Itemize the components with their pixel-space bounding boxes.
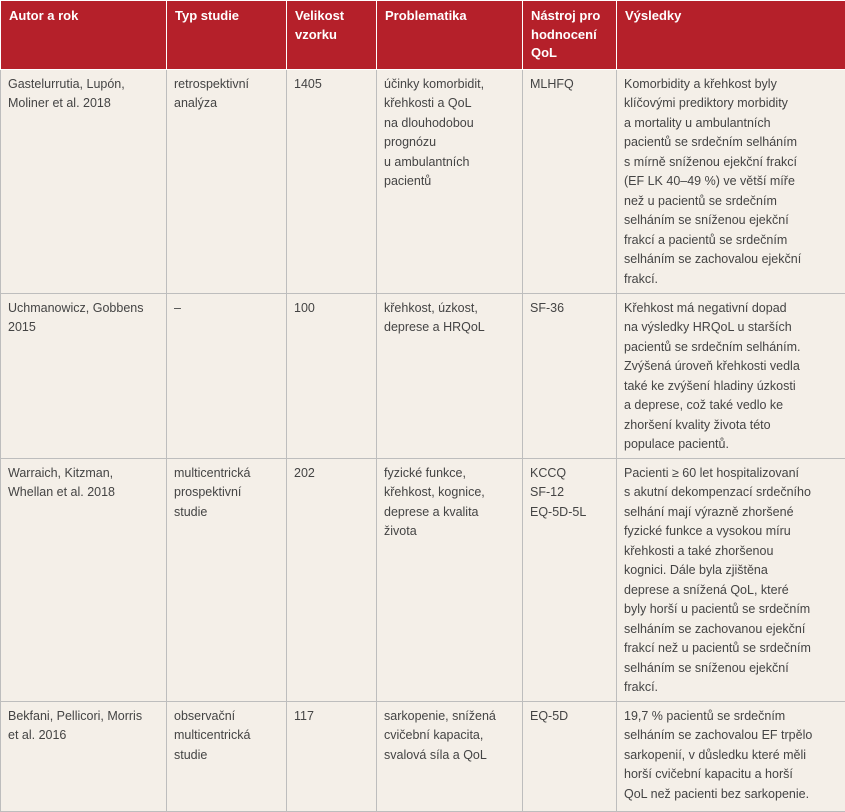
cell-text-line: Nástroj pro — [531, 7, 610, 26]
cell-topic — [377, 293, 523, 458]
cell-text-line: selháním se zachovanou ejekční — [624, 620, 839, 640]
cell-text-line: pacientů — [384, 172, 516, 192]
cell-text-line: multicentrická — [174, 464, 280, 484]
cell-text-line: 1405 — [294, 75, 370, 95]
cell-sample-size — [287, 458, 377, 701]
cell-text-line: MLHFQ — [530, 75, 610, 95]
table-row — [1, 69, 845, 293]
cell-topic — [377, 69, 523, 293]
cell-text-line: studie — [174, 746, 280, 766]
cell-text-line: sarkopenií, v důsledku které měli — [624, 746, 839, 766]
cell-text-line: frakcí. — [624, 270, 839, 290]
cell-text-line: multicentrická — [174, 726, 280, 746]
cell-author-year — [1, 701, 167, 811]
cell-results — [617, 69, 845, 293]
cell-text-line: křehkosti a také zhoršenou — [624, 542, 839, 562]
cell-author-year — [1, 293, 167, 458]
header-study-type — [167, 1, 287, 70]
cell-results — [617, 458, 845, 701]
cell-text-line: 202 — [294, 464, 370, 484]
cell-text-line: selhání mají výrazně zhoršené — [624, 503, 839, 523]
cell-results — [617, 701, 845, 811]
cell-text-line: Velikost — [295, 7, 370, 26]
cell-text-line: hodnocení — [531, 26, 610, 45]
table-header-row — [1, 1, 845, 70]
cell-study-type — [167, 69, 287, 293]
cell-text-line: Autor a rok — [9, 7, 160, 26]
cell-text-line: Uchmanowicz, Gobbens — [8, 299, 160, 319]
cell-text-line: cvičební kapacita, — [384, 726, 516, 746]
cell-text-line: SF-36 — [530, 299, 610, 319]
cell-text-line: Bekfani, Pellicori, Morris — [8, 707, 160, 727]
cell-topic — [377, 701, 523, 811]
cell-text-line: 2015 — [8, 318, 160, 338]
cell-text-line: Komorbidity a křehkost byly — [624, 75, 839, 95]
cell-text-line: Warraich, Kitzman, — [8, 464, 160, 484]
cell-text-line: deprese a snížená QoL, které — [624, 581, 839, 601]
cell-text-line: SF-12 — [530, 483, 610, 503]
cell-text-line: kognici. Dále byla zjištěna — [624, 561, 839, 581]
cell-text-line: selháním se sníženou ejekční — [624, 659, 839, 679]
cell-text-line: selháním se zachovalou ejekční — [624, 250, 839, 270]
cell-text-line: Typ studie — [175, 7, 280, 26]
cell-text-line: u ambulantních — [384, 153, 516, 173]
cell-qol-instrument — [523, 458, 617, 701]
table-row — [1, 458, 845, 701]
cell-text-line: populace pacientů. — [624, 435, 839, 455]
cell-text-line: prognózu — [384, 133, 516, 153]
cell-topic — [377, 458, 523, 701]
cell-text-line: frakcí a pacientů se srdečním — [624, 231, 839, 251]
cell-qol-instrument — [523, 701, 617, 811]
cell-text-line: Problematika — [385, 7, 516, 26]
cell-text-line: frakcí. — [624, 678, 839, 698]
cell-sample-size — [287, 69, 377, 293]
cell-text-line: retrospektivní — [174, 75, 280, 95]
cell-text-line: vzorku — [295, 26, 370, 45]
cell-author-year — [1, 458, 167, 701]
cell-text-line: frakcí než u pacientů se srdečním — [624, 639, 839, 659]
cell-qol-instrument — [523, 293, 617, 458]
cell-text-line: (EF LK 40–49 %) ve větší míře — [624, 172, 839, 192]
cell-text-line: klíčovými prediktory morbidity — [624, 94, 839, 114]
cell-text-line: QoL — [531, 44, 610, 63]
cell-text-line: 19,7 % pacientů se srdečním — [624, 707, 839, 727]
cell-text-line: zhoršení kvality života této — [624, 416, 839, 436]
header-results — [617, 1, 845, 70]
cell-text-line: observační — [174, 707, 280, 727]
cell-text-line: pacientů se srdečním selháním. — [624, 338, 839, 358]
cell-text-line: EQ-5D — [530, 707, 610, 727]
header-topic — [377, 1, 523, 70]
cell-text-line: na výsledky HRQoL u starších — [624, 318, 839, 338]
cell-study-type — [167, 458, 287, 701]
cell-text-line: fyzické funkce, — [384, 464, 516, 484]
cell-text-line: s mírně sníženou ejekční frakcí — [624, 153, 839, 173]
cell-text-line: 117 — [294, 707, 370, 727]
header-qol-instrument — [523, 1, 617, 70]
cell-text-line: selháním se sníženou ejekční — [624, 211, 839, 231]
cell-text-line: svalová síla a QoL — [384, 746, 516, 766]
cell-text-line: horší cvičební kapacitu a horší — [624, 765, 839, 785]
cell-text-line: prospektivní — [174, 483, 280, 503]
cell-text-line: křehkost, kognice, — [384, 483, 516, 503]
cell-sample-size — [287, 293, 377, 458]
cell-author-year — [1, 69, 167, 293]
cell-text-line: Křehkost má negativní dopad — [624, 299, 839, 319]
cell-text-line: pacientů se srdečním selháním — [624, 133, 839, 153]
cell-text-line: a deprese, což také vedlo ke — [624, 396, 839, 416]
cell-text-line: Whellan et al. 2018 — [8, 483, 160, 503]
header-sample-size — [287, 1, 377, 70]
cell-text-line: 100 — [294, 299, 370, 319]
cell-text-line: deprese a kvalita — [384, 503, 516, 523]
cell-study-type — [167, 701, 287, 811]
table-body — [1, 69, 845, 811]
cell-study-type — [167, 293, 287, 458]
cell-text-line: studie — [174, 503, 280, 523]
cell-text-line: deprese a HRQoL — [384, 318, 516, 338]
table-row — [1, 701, 845, 811]
cell-text-line: života — [384, 522, 516, 542]
cell-text-line: et al. 2016 — [8, 726, 160, 746]
cell-qol-instrument — [523, 69, 617, 293]
cell-text-line: selháním se zachovalou EF trpělo — [624, 726, 839, 746]
cell-text-line: KCCQ — [530, 464, 610, 484]
cell-text-line: byly horší u pacientů se srdečním — [624, 600, 839, 620]
cell-text-line: křehkost, úzkost, — [384, 299, 516, 319]
cell-sample-size — [287, 701, 377, 811]
cell-text-line: Výsledky — [625, 7, 839, 26]
cell-text-line: Gastelurrutia, Lupón, — [8, 75, 160, 95]
cell-text-line: také ke zvýšení hladiny úzkosti — [624, 377, 839, 397]
header-author-year — [1, 1, 167, 70]
cell-text-line: analýza — [174, 94, 280, 114]
cell-text-line: EQ-5D-5L — [530, 503, 610, 523]
cell-text-line: s akutní dekompenzací srdečního — [624, 483, 839, 503]
table-row — [1, 293, 845, 458]
cell-text-line: QoL než pacienti bez sarkopenie. — [624, 785, 839, 805]
cell-text-line: křehkosti a QoL — [384, 94, 516, 114]
cell-text-line: – — [174, 299, 280, 319]
cell-text-line: než u pacientů se srdečním — [624, 192, 839, 212]
cell-text-line: a mortality u ambulantních — [624, 114, 839, 134]
cell-text-line: sarkopenie, snížená — [384, 707, 516, 727]
cell-text-line: Moliner et al. 2018 — [8, 94, 160, 114]
cell-text-line: Pacienti ≥ 60 let hospitalizovaní — [624, 464, 839, 484]
cell-text-line: na dlouhodobou — [384, 114, 516, 134]
cell-text-line: účinky komorbidit, — [384, 75, 516, 95]
cell-text-line: Zvýšená úroveň křehkosti vedla — [624, 357, 839, 377]
cell-text-line: fyzické funkce a vysokou míru — [624, 522, 839, 542]
cell-results — [617, 293, 845, 458]
